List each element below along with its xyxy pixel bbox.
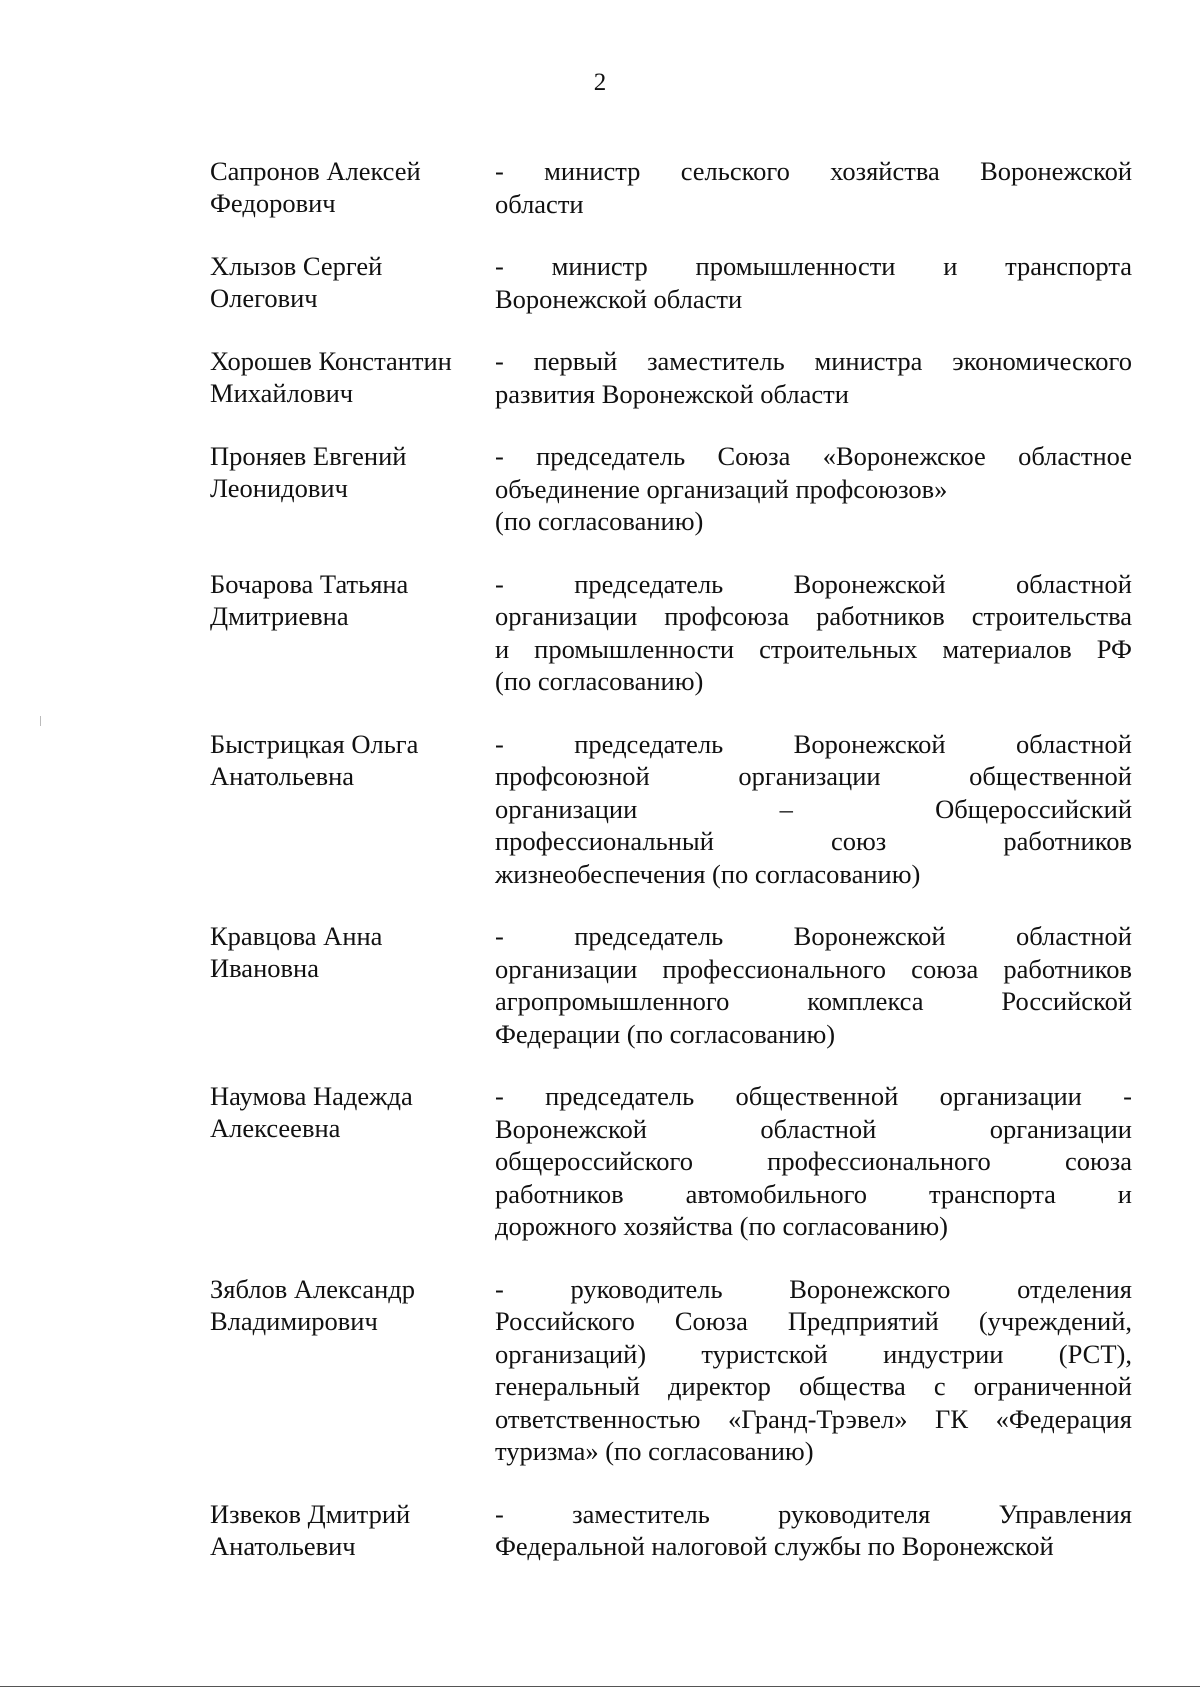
position-line: - председатель Воронежской областной [495, 728, 1132, 759]
member-name-line: Михайлович [210, 378, 354, 408]
member-name-line: Федорович [210, 188, 336, 218]
member-name-line: Бочарова Татьяна [210, 568, 409, 599]
position-line: - председатель Воронежской областной [495, 921, 1132, 951]
position-line: - министр сельского хозяйства Воронежской [495, 156, 1132, 186]
position-line: туризма» (по согласованию) [495, 1436, 814, 1466]
member-position [495, 568, 1132, 698]
member-entry [0, 728, 1200, 891]
member-name-line: Ивановна [210, 953, 319, 983]
member-position [495, 728, 1132, 891]
position-line: объединение организаций профсоюзов» [495, 473, 948, 504]
position-line: дорожного хозяйства (по согласованию) [495, 1211, 948, 1241]
member-name [210, 440, 480, 504]
page-number: 2 [593, 69, 607, 96]
member-entry [0, 345, 1200, 410]
member-position [495, 440, 1132, 538]
member-name [210, 728, 480, 792]
position-line: организации профессионального союза работников [495, 953, 1132, 984]
position-line: и промышленности строительных материалов РФ [495, 633, 1132, 664]
member-position [495, 920, 1132, 1050]
member-name [210, 920, 480, 984]
position-line: области [495, 188, 584, 219]
member-entry [0, 1080, 1200, 1243]
member-name [210, 250, 480, 314]
position-line: развития Воронежской области [495, 378, 849, 409]
member-entry [0, 568, 1200, 698]
position-line: - председатель Воронежской областной [495, 568, 1132, 599]
position-line: - заместитель руководителя Управления [495, 1498, 1132, 1529]
position-line: профсоюзной организации общественной [495, 761, 1132, 791]
position-line: (по согласованию) [495, 666, 704, 696]
member-name [210, 568, 480, 632]
member-entry [0, 920, 1200, 1050]
member-name [210, 1080, 480, 1144]
member-entry [0, 155, 1200, 220]
member-position [495, 345, 1132, 410]
member-position [495, 1273, 1132, 1468]
member-position [495, 1498, 1132, 1563]
member-position [495, 250, 1132, 315]
member-entry [0, 440, 1200, 538]
member-name [210, 1498, 480, 1562]
member-list [0, 155, 1200, 1593]
member-name-line: Олегович [210, 283, 318, 313]
member-name-line: Кравцова Анна [210, 921, 383, 951]
position-line: Федерации (по согласованию) [495, 1018, 836, 1049]
position-line: агропромышленного комплекса Российской [495, 986, 1132, 1016]
position-line: профессиональный союз работников [495, 826, 1132, 856]
position-line: жизнеобеспечения (по согласованию) [495, 858, 921, 889]
member-name-line: Владимирович [210, 1305, 378, 1336]
member-name-line: Дмитриевна [210, 600, 349, 631]
position-line: - председатель общественной организации - [495, 1081, 1132, 1111]
page-bottom-edge [0, 1686, 1200, 1687]
member-name-line: Леонидович [210, 473, 348, 503]
scan-margin-mark [40, 716, 41, 726]
position-line: Российского Союза Предприятий (учреждений, [495, 1306, 1132, 1336]
position-line: - первый заместитель министра экономического [495, 346, 1132, 376]
member-name [210, 155, 480, 219]
member-name-line: Проняев Евгений [210, 441, 407, 471]
member-name-line: Алексеевна [210, 1113, 341, 1143]
position-line: Воронежской областной организации [495, 1113, 1132, 1144]
position-line: генеральный директор общества с ограниченной [495, 1371, 1132, 1401]
position-line: организации – Общероссийский [495, 793, 1132, 824]
member-name-line: Сапронов Алексей [210, 156, 421, 186]
position-line: общероссийского профессионального союза [495, 1146, 1132, 1176]
member-name [210, 345, 480, 409]
member-name-line: Быстрицкая Ольга [210, 728, 419, 759]
position-line: - председатель Союза «Воронежское областное [495, 441, 1132, 471]
member-name-line: Извеков Дмитрий [210, 1498, 411, 1529]
member-name-line: Хлызов Сергей [210, 251, 383, 281]
member-entry [0, 250, 1200, 315]
member-name-line: Анатольевич [210, 1530, 356, 1561]
position-line: - руководитель Воронежского отделения [495, 1273, 1132, 1304]
position-line: Федеральной налоговой службы по Воронежской [495, 1531, 1054, 1561]
position-line: - министр промышленности и транспорта [495, 251, 1132, 281]
approval-note: (по согласованию) [495, 506, 704, 536]
member-entry [0, 1498, 1200, 1563]
member-name-line: Хорошев Константин [210, 346, 452, 376]
position-line: организации профсоюза работников строительства [495, 601, 1132, 631]
member-position [495, 1080, 1132, 1243]
position-line: работников автомобильного транспорта и [495, 1178, 1132, 1209]
member-name-line: Зяблов Александр [210, 1273, 415, 1304]
member-name-line: Анатольевна [210, 760, 355, 791]
position-line: Воронежской области [495, 283, 743, 314]
position-line: организаций) туристской индустрии (РСТ), [495, 1338, 1132, 1369]
member-position [495, 155, 1132, 220]
position-line: ответственностью «Гранд-Трэвел» ГК «Федерация [495, 1403, 1132, 1434]
member-name [210, 1273, 480, 1337]
member-entry [0, 1273, 1200, 1468]
member-name-line: Наумова Надежда [210, 1081, 413, 1111]
